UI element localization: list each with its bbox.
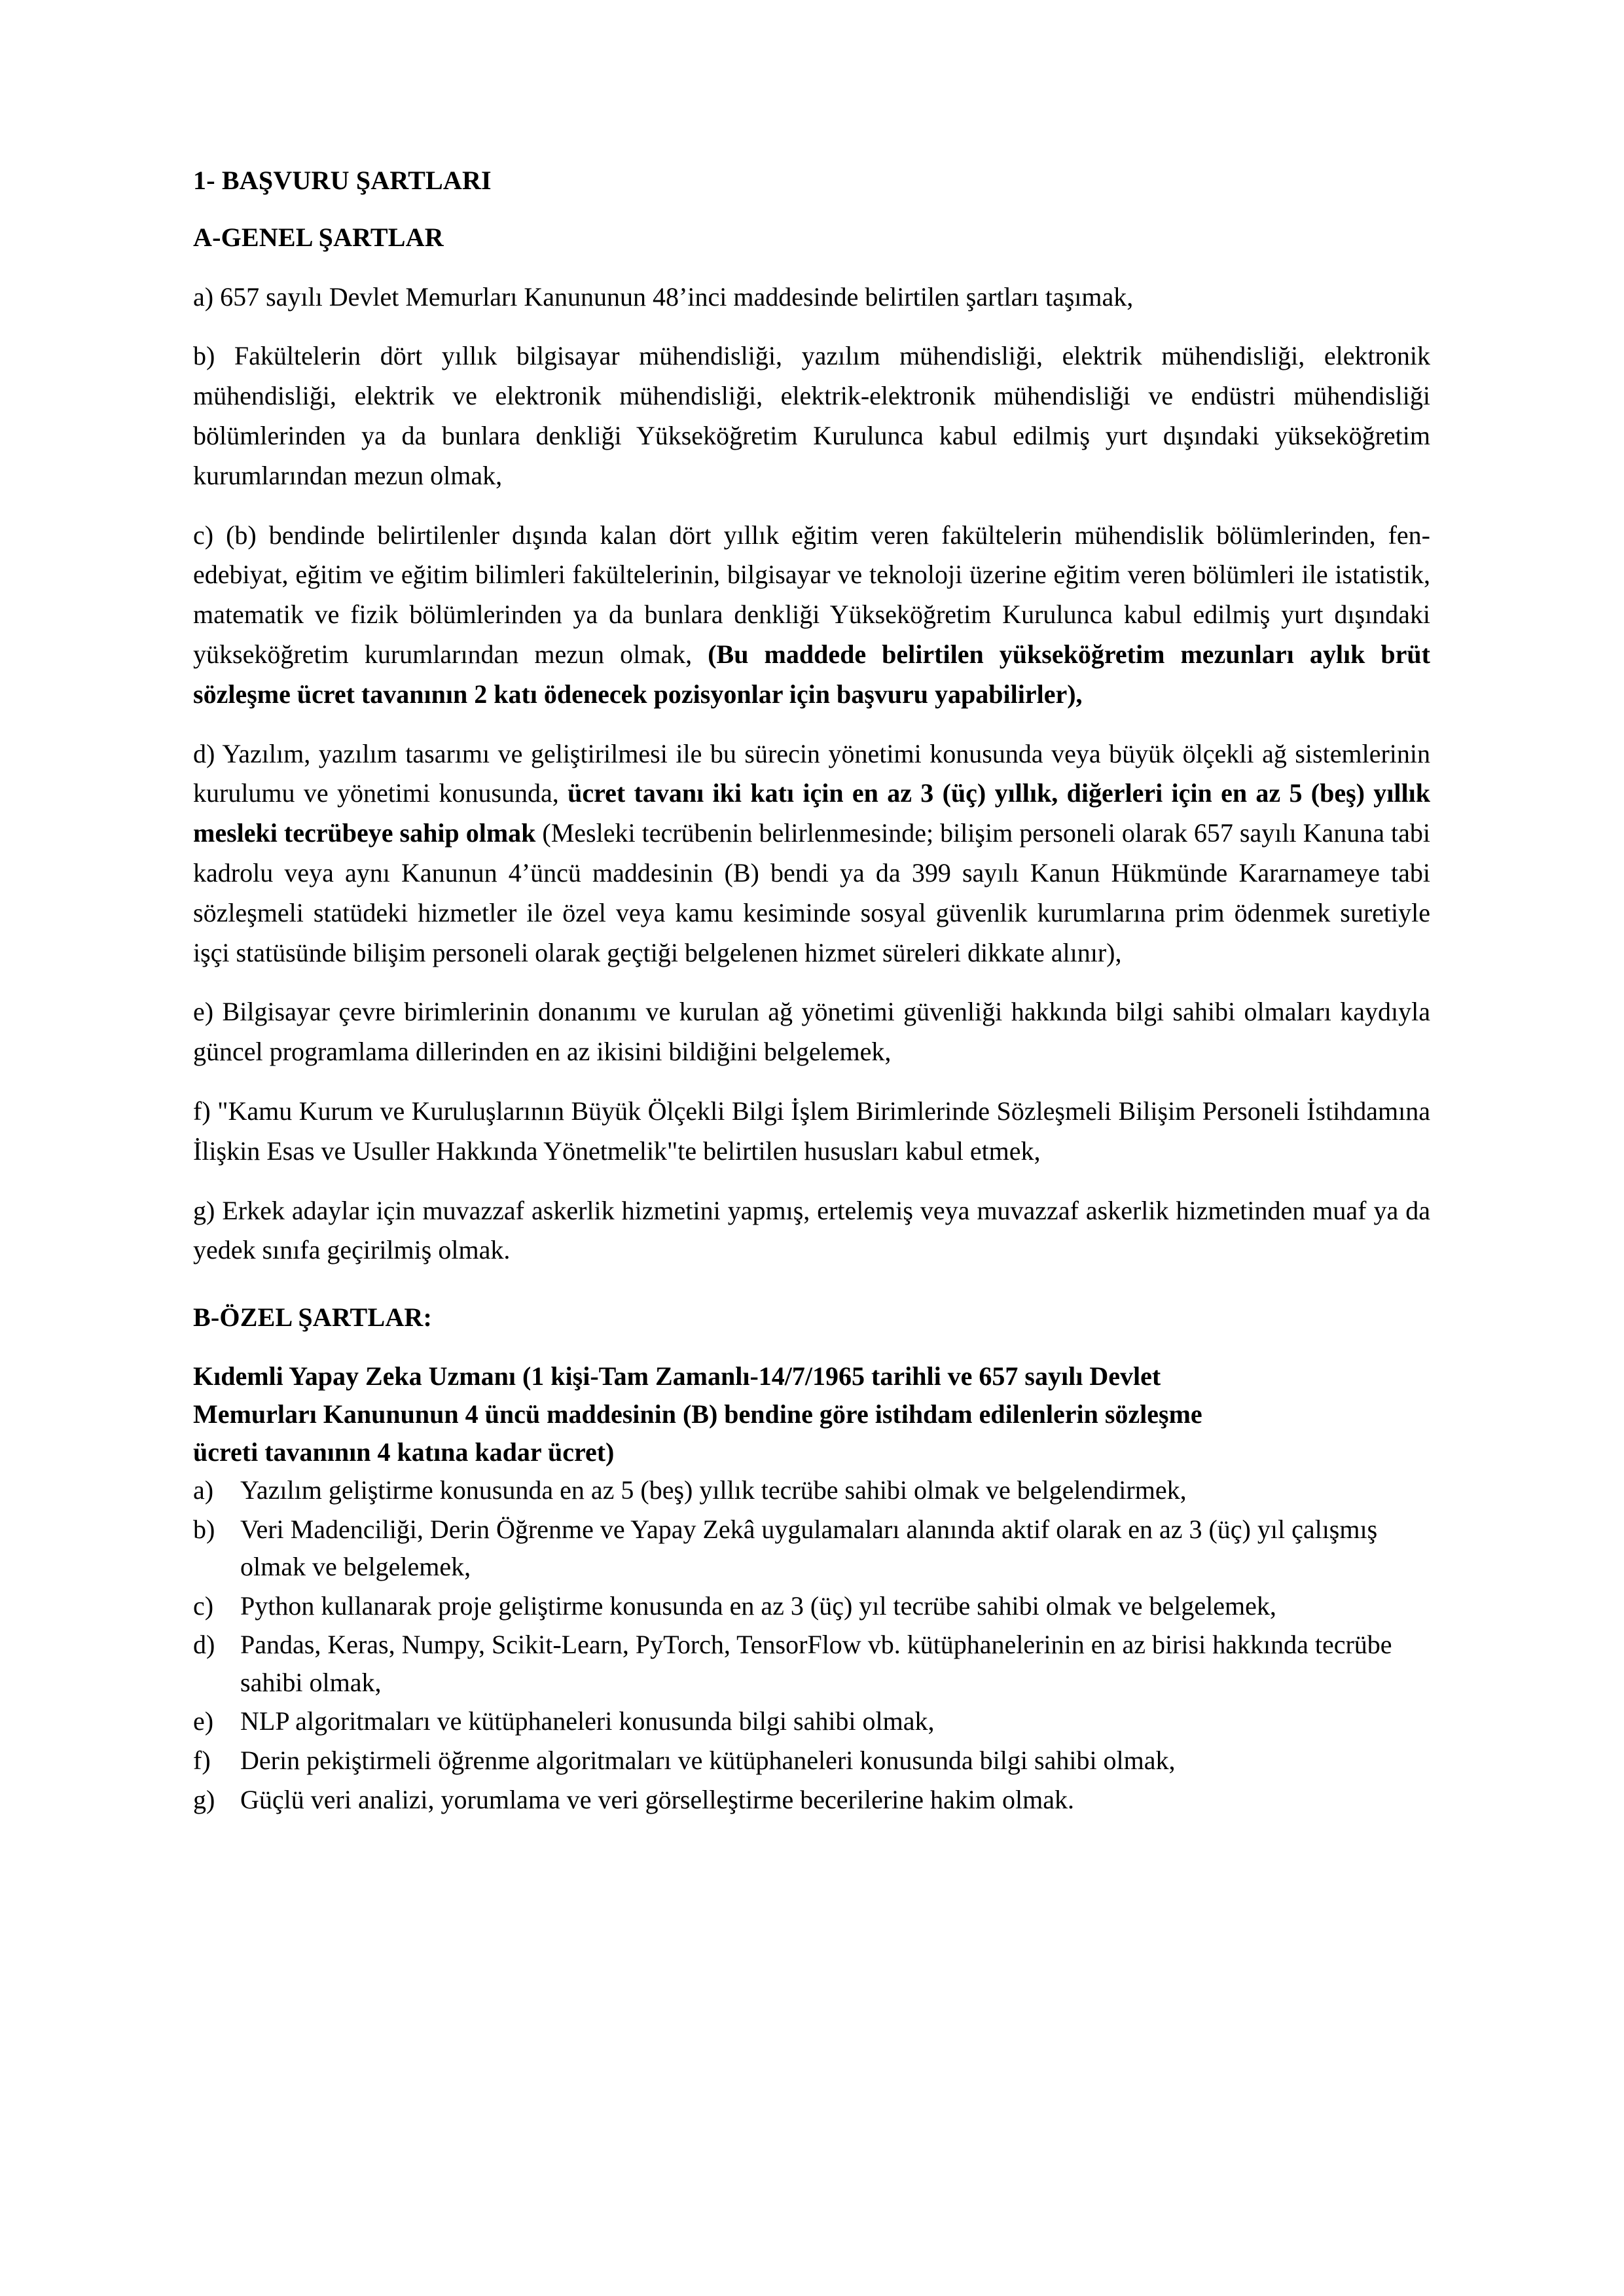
section-b-title: B-ÖZEL ŞARTLAR: (193, 1302, 433, 1333)
list-item (193, 1511, 1430, 1586)
position-title-line: Kıdemli Yapay Zeka Uzmanı (1 kişi-Tam Zamanlı-14/7/1965 tarihli ve 657 sayılı Devlet (193, 1361, 1161, 1391)
bold-run: (Bu maddede belirtilen yükseköğretim mezunları aylık brüt sözleşme ücret tavanının 2 katı ödenecek pozisyonlar için başvuru yapabilirler), (193, 639, 1430, 709)
list-item-text: Pandas, Keras, Numpy, Scikit-Learn, PyTorch, TensorFlow vb. kütüphanelerinin en az birisi hakkında tecrübe sahibi olmak, (240, 1630, 1392, 1697)
list-item-marker: e) (193, 1706, 214, 1736)
list-item-text: Veri Madenciliği, Derin Öğrenme ve Yapay Zekâ uygulamaları alanında aktif olarak en az 3 (üç) yıl çalışmış olmak ve belgelemek, (240, 1514, 1378, 1582)
general-conditions-list (193, 278, 1430, 1271)
section-a-title: A-GENEL ŞARTLAR (193, 222, 444, 252)
list-item-marker: b) (193, 1514, 215, 1544)
text-run: e) Bilgisayar çevre birimlerinin donanımı ve kurulan ağ yönetimi güvenliği hakkında bilgi sahibi olmaları kaydıyla güncel programlama dillerinden en az ikisini bildiğini belgelemek, (193, 997, 1430, 1067)
list-item (193, 1702, 1430, 1740)
general-condition-f (193, 1092, 1430, 1172)
text-run: (Mesleki tecrübenin belirlenmesinde; bilişim personeli olarak 657 sayılı Kanuna tabi kadrolu veya aynı Kanunun 4’üncü maddesinin (B) bendi ya da 399 sayılı Kanun Hükmünde Kararnameye tabi sözleşmeli statüdeki hizmetler ile özel veya kamu kesiminde sosyal güvenlik kurumlarına prim ödenmek suretiyle işçi statüsünde bilişim personeli olarak geçtiği belgelenen hizmet süreleri dikkate alınır), (193, 818, 1430, 967)
list-item (193, 1742, 1430, 1780)
section-number-title: 1- BAŞVURU ŞARTLARI (193, 166, 492, 195)
general-condition-e (193, 992, 1430, 1072)
list-item (193, 1471, 1430, 1509)
general-condition-g (193, 1191, 1430, 1271)
list-item-text: Derin pekiştirmeli öğrenme algoritmaları ve kütüphaneleri konusunda bilgi sahibi olmak, (240, 1746, 1176, 1776)
list-item-text: Python kullanarak proje geliştirme konusunda en az 3 (üç) yıl tecrübe sahibi olmak ve belgelemek, (240, 1590, 1276, 1621)
text-run: d) Yazılım, yazılım tasarımı ve geliştirilmesi ile bu sürecin yönetimi konusunda veya büyük ölçekli ağ sistemlerinin kurulumu ve yönetimi konusunda, (193, 738, 1430, 808)
list-item (193, 1781, 1430, 1819)
list-item-text: NLP algoritmaları ve kütüphaneleri konusunda bilgi sahibi olmak, (240, 1706, 935, 1736)
list-item-text: Güçlü veri analizi, yorumlama ve veri görselleştirme becerilerine hakim olmak. (240, 1784, 1074, 1814)
list-item (193, 1626, 1430, 1701)
document-content (193, 164, 1430, 1818)
text-run: f) "Kamu Kurum ve Kuruluşlarının Büyük Ölçekli Bilgi İşlem Birimlerinde Sözleşmeli Bilişim Personeli İstihdamına İlişkin Esas ve Usuller Hakkında Yönetmelik"te belirtilen hususları kabul etmek, (193, 1096, 1430, 1166)
position-title-line: Memurları Kanununun 4 üncü maddesinin (B) bendine göre istihdam edilenlerin sözleşme (193, 1399, 1202, 1429)
list-item-marker: g) (193, 1784, 215, 1814)
list-item-marker: d) (193, 1630, 215, 1660)
general-condition-d (193, 734, 1430, 973)
special-conditions-list (193, 1471, 1430, 1818)
bold-run: ücret tavanı iki katı için en az 3 (üç) yıllık, diğerleri için en az 5 (beş) yıllık mesleki tecrübeye sahip olmak (193, 778, 1431, 848)
text-run: c) (b) bendinde belirtilenler dışında kalan dört yıllık eğitim veren fakültelerin mühendislik bölümlerinden, fen-edebiyat, eğitim ve eğitim bilimleri fakültelerinin, bilgisayar ve teknoloji üzerine eğitim veren bölümleri ile istatistik, matematik ve fizik bölümlerinden ya da bunlara denkliği Yükseköğretim Kurulunca kabul edilmiş yurt dışındaki yükseköğretim kurumlarından mezun olmak, (193, 520, 1430, 669)
text-run: a) 657 sayılı Devlet Memurları Kanununun 48’inci maddesinde belirtilen şartları taşımak, (193, 281, 1134, 312)
position-title-line: ücreti tavanının 4 katına kadar ücret) (193, 1437, 615, 1467)
general-condition-a (193, 278, 1430, 317)
list-item-marker: c) (193, 1590, 214, 1621)
list-item-text: Yazılım geliştirme konusunda en az 5 (beş) yıllık tecrübe sahibi olmak ve belgelendirmek, (240, 1475, 1187, 1505)
position-title-block (193, 1357, 1430, 1471)
general-condition-c (193, 516, 1430, 715)
list-item-marker: f) (193, 1746, 211, 1776)
text-run: b) Fakültelerin dört yıllık bilgisayar mühendisliği, yazılım mühendisliği, elektrik mühendisliği, elektronik mühendisliği, elektrik ve elektronik mühendisliği, elektrik-elektronik mühendisliği ve endüstri mühendisliği bölümlerinden ya da bunlara denkliği Yükseköğretim Kurulunca kabul edilmiş yurt dışındaki yükseköğretim kurumlarından mezun olmak, (193, 341, 1430, 490)
general-condition-b (193, 336, 1430, 495)
list-item (193, 1587, 1430, 1625)
text-run: g) Erkek adaylar için muvazzaf askerlik hizmetini yapmış, ertelemiş veya muvazzaf askerlik hizmetinden muaf ya da yedek sınıfa geçirilmiş olmak. (193, 1195, 1430, 1265)
list-item-marker: a) (193, 1475, 214, 1505)
